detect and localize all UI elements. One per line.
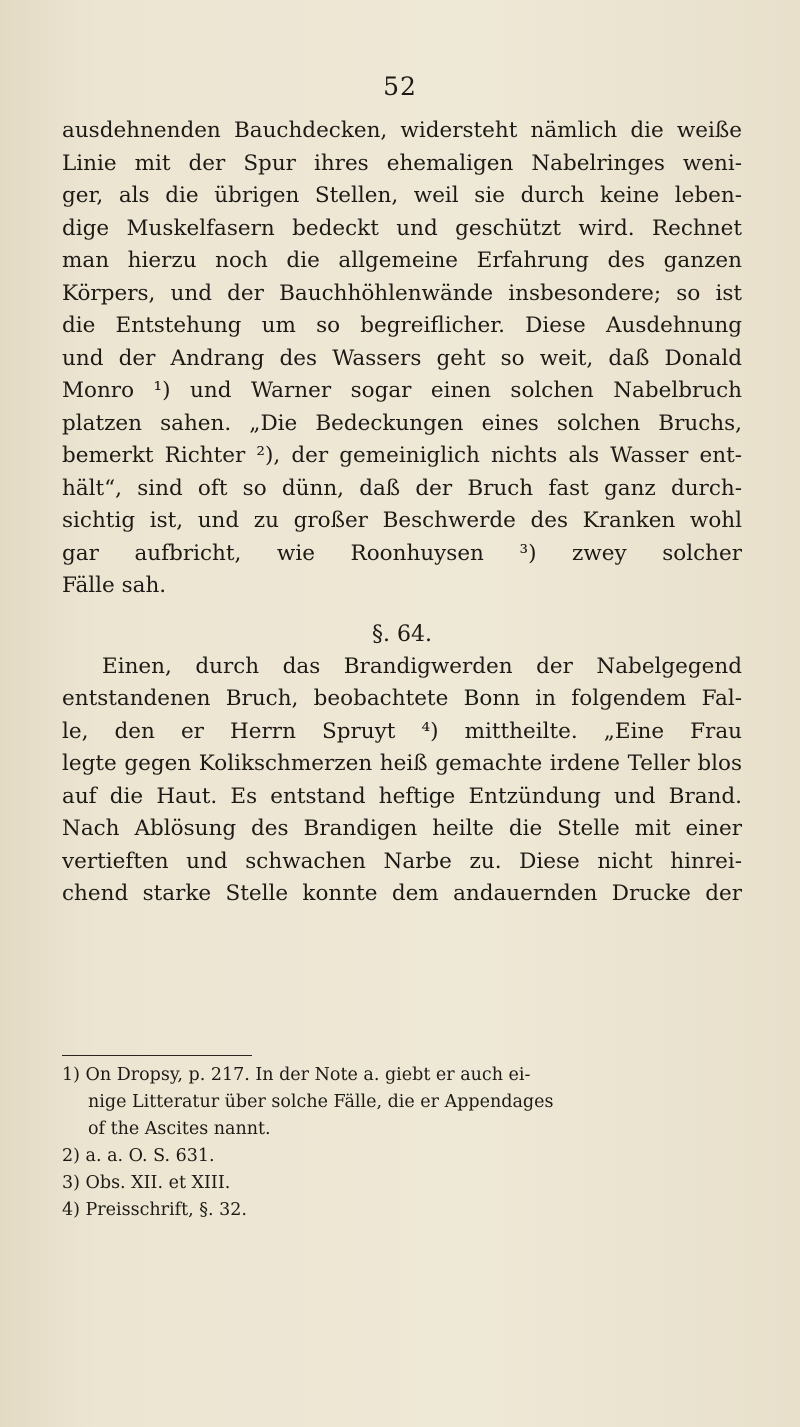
text-line: ausdehnenden Bauchdecken, widersteht nämlich die weiße	[62, 118, 742, 143]
text-line: entstandenen Bruch, beobachtete Bonn in folgendem Fal-	[62, 686, 742, 711]
text-line: Linie mit der Spur ihres ehemaligen Nabelringes weni-	[62, 150, 742, 176]
text-line: vertieften und schwachen Narbe zu. Diese nicht hinrei-	[62, 848, 742, 874]
text-line: auf die Haut. Es entstand heftige Entzündung und Brand.	[62, 783, 742, 809]
footnote-line: 2) a. a. O. S. 631.	[62, 1146, 215, 1166]
text-line: chend starke Stelle konnte dem andauernden Drucke der	[62, 881, 742, 906]
text-line: die Entstehung um so begreiflicher. Diese Ausdehnung	[62, 313, 742, 338]
text-line: Einen, durch das Brandigwerden der Nabelgegend	[102, 653, 742, 679]
text-line: sichtig ist, und zu großer Beschwerde des Kranken wohl	[62, 508, 742, 533]
text-line: man hierzu noch die allgemeine Erfahrung des ganzen	[62, 248, 742, 273]
text-line: Nach Ablösung des Brandigen heilte die Stelle mit einer	[62, 816, 742, 841]
text-line: gar aufbricht, wie Roonhuysen ³) zwey solcher	[62, 540, 742, 566]
footnote-line: 1) On Dropsy, p. 217. In der Note a. giebt er auch ei-	[62, 1065, 531, 1085]
text-line: Monro ¹) und Warner sogar einen solchen Nabelbruch	[62, 378, 742, 403]
footnotes	[62, 1062, 742, 1224]
page-number: 52	[383, 72, 417, 101]
text-line: Körpers, und der Bauchhöhlenwände insbesondere; so ist	[62, 280, 742, 306]
footnote-line: 3) Obs. XII. et XIII.	[62, 1173, 231, 1193]
text-line: und der Andrang des Wassers geht so weit, daß Donald	[62, 345, 742, 371]
section-heading: §. 64.	[372, 621, 432, 647]
footnote-rule	[62, 1055, 252, 1056]
body-text	[62, 115, 742, 911]
text-line: le, den er Herrn Spruyt ⁴) mittheilte. „Eine Frau	[62, 718, 742, 744]
text-line: legte gegen Kolikschmerzen heiß gemachte irdene Teller blos	[62, 751, 742, 776]
text-line: ger, als die übrigen Stellen, weil sie durch keine leben-	[62, 183, 742, 208]
text-line: bemerkt Richter ²), der gemeiniglich nichts als Wasser ent-	[62, 443, 742, 468]
text-line: Fälle sah.	[62, 573, 167, 598]
footnote-line: 4) Preisschrift, §. 32.	[62, 1200, 247, 1220]
text-line: hält“, sind oft so dünn, daß der Bruch fast ganz durch-	[62, 475, 742, 501]
text-line: dige Muskelfasern bedeckt und geschützt wird. Rechnet	[62, 215, 742, 241]
text-line: platzen sahen. „Die Bedeckungen eines solchen Bruchs,	[62, 410, 742, 436]
footnote-line: nige Litteratur über solche Fälle, die er Appendages	[88, 1092, 554, 1112]
footnote-line: of the Ascites nannt.	[88, 1119, 271, 1139]
